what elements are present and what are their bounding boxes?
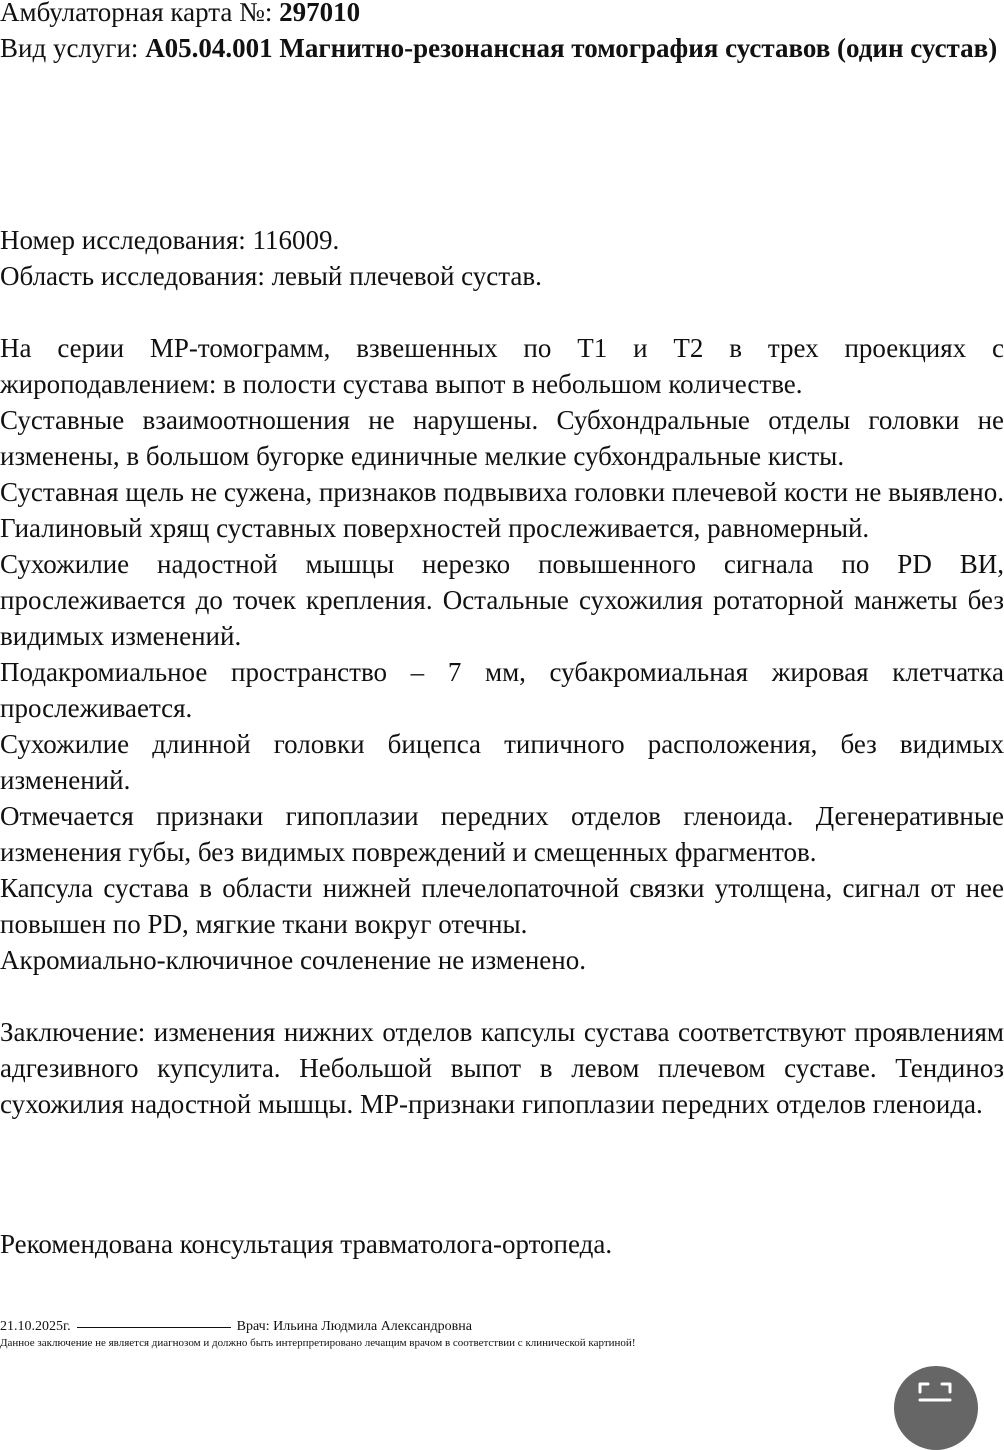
finding-paragraph: Сухожилие длинной головки бицепса типичного расположения, без видимых изменений. [0,729,1004,795]
expand-button[interactable] [894,1366,978,1450]
expand-icon [918,1382,952,1406]
service-row [0,30,1004,66]
document-header [0,0,1004,66]
service-value: A05.04.001 Магнитно-резонансная томография суставов (один сустав) [145,33,998,63]
study-number: Номер исследования: 116009. [0,225,340,255]
study-area: Область исследования: левый плечевой сустав. [0,261,542,291]
recommendation: Рекомендована консультация травматолога-ортопеда. [0,1229,613,1259]
conclusion: Заключение: изменения нижних отделов капсулы сустава соответствуют проявлениям адгезивного купсулита. Небольшой выпот в левом плечевом суставе. Тендиноз сухожилия надостной мышцы. МР-признаки гипоплазии передних отделов гленоида. [0,1017,1004,1119]
finding-paragraph: Подакромиальное пространство – 7 мм, субакромиальная жировая клетчатка прослеживается. [0,657,1004,723]
study-info [0,222,1004,294]
finding-paragraph: Отмечается признаки гипоплазии передних отделов гленоида. Дегенеративные изменения губы, без видимых повреждений и смещенных фрагментов. [0,801,1004,867]
document-footer [0,1318,1004,1350]
card-number-label: Амбулаторная карта №: [0,0,273,27]
doctor-name: Врач: Ильина Людмила Александровна [236,1319,472,1334]
card-number: 297010 [279,0,361,27]
finding-paragraph: Суставная щель не сужена, признаков подвывиха головки плечевой кости не выявлено. Гиалиновый хрящ суставных поверхностей прослеживается, равномерный. [0,477,1004,543]
findings-section [0,330,1004,1122]
disclaimer: Данное заключение не является диагнозом и должно быть интерпретировано лечащим врачом в соответствии с клинической картиной! [0,1337,636,1349]
finding-paragraph: Суставные взаимоотношения не нарушены. Субхондральные отделы головки не изменены, в большом бугорке единичные мелкие субхондральные кисты. [0,405,1004,471]
service-label: Вид услуги: [0,33,139,63]
finding-paragraph: Капсула сустава в области нижней плечелопаточной связки утолщена, сигнал от нее повышен по PD, мягкие ткани вокруг отечны. [0,873,1004,939]
finding-paragraph: На серии МР-томограмм, взвешенных по Т1 и Т2 в трех проекциях с жироподавлением: в полости сустава выпот в небольшом количестве. [0,333,1004,399]
finding-paragraph: Сухожилие надостной мышцы нерезко повышенного сигнала по PD ВИ, прослеживается до точек крепления. Остальные сухожилия ротаторной манжеты без видимых изменений. [0,549,1004,651]
card-number-row [0,0,1004,30]
finding-paragraph: Акромиально-ключичное сочленение не изменено. [0,945,586,975]
report-date: 21.10.2025г. [0,1319,71,1334]
signature-row [0,1318,1004,1336]
signature-line [77,1327,231,1328]
